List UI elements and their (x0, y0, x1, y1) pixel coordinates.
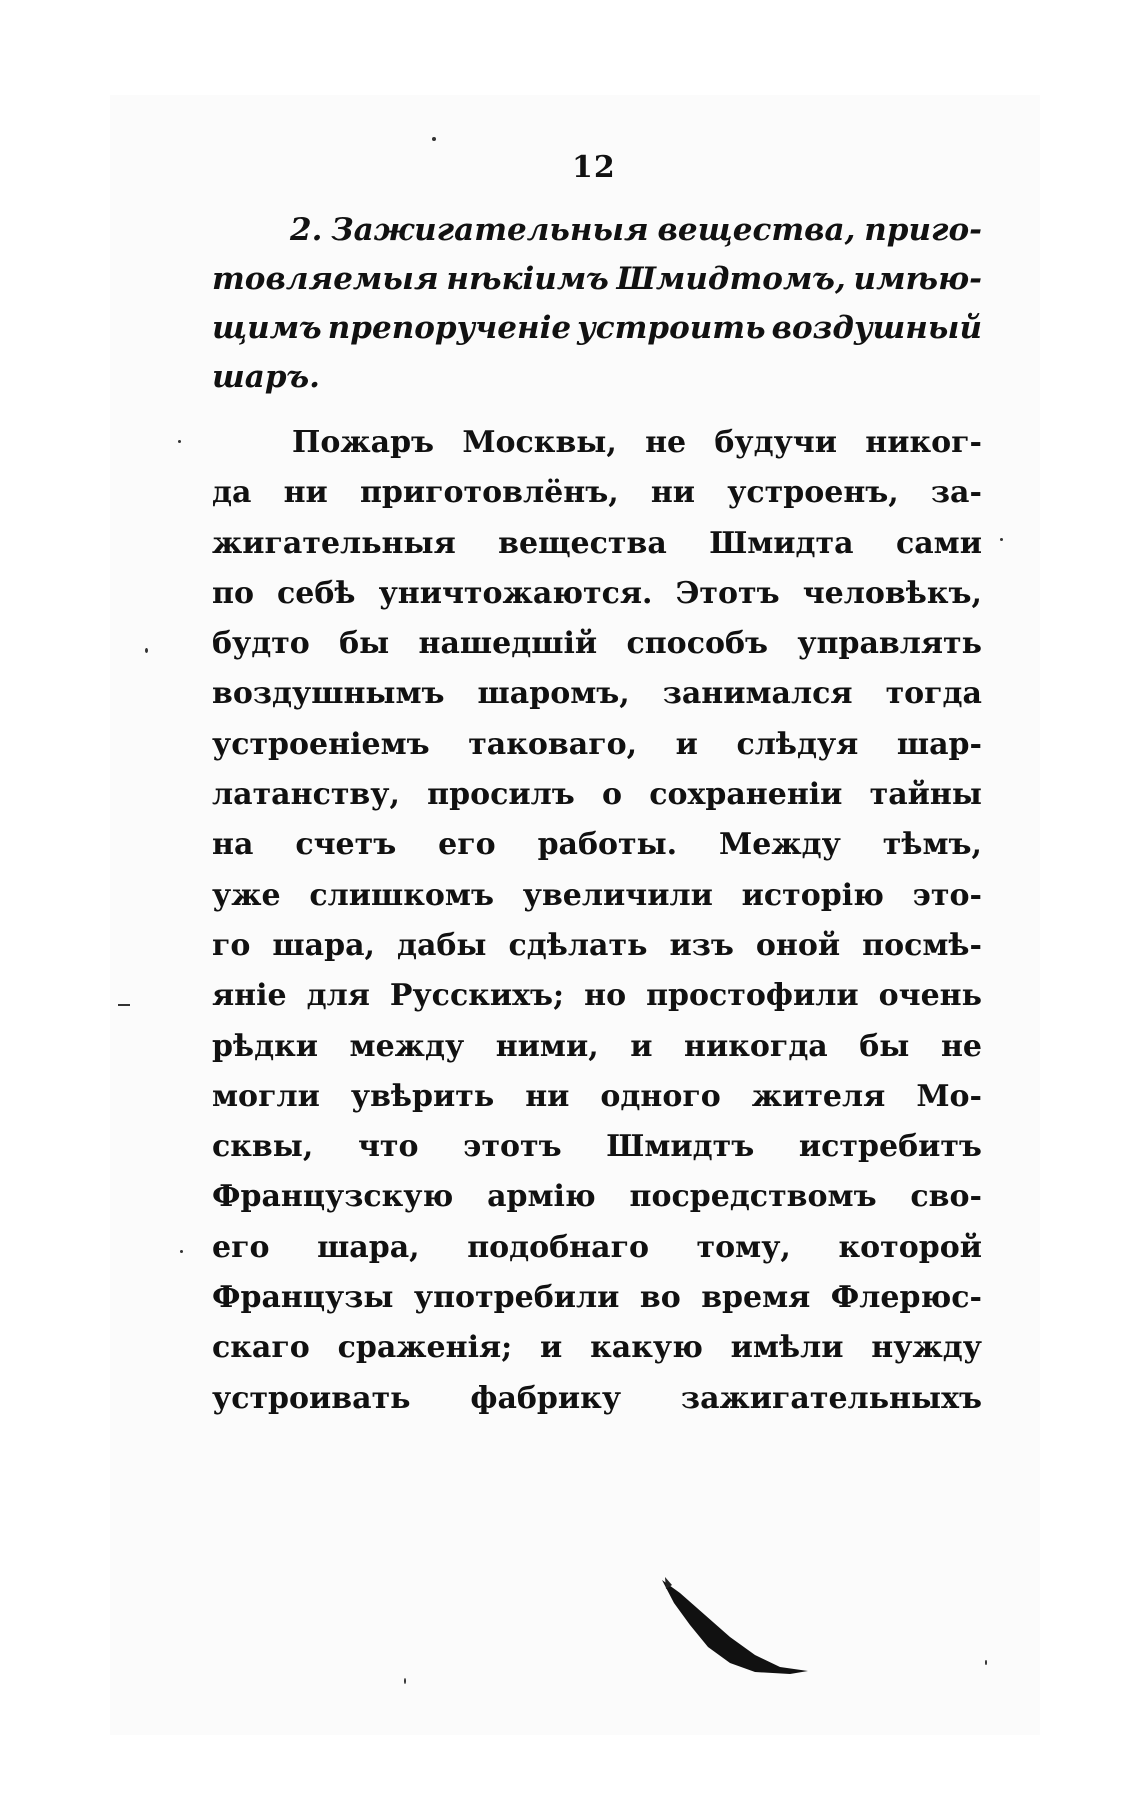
text-line (212, 619, 982, 669)
word: тому, (696, 1229, 791, 1265)
text-line (212, 261, 982, 310)
word: увѣрить (350, 1078, 495, 1114)
word: устроивать (212, 1380, 411, 1416)
word: яніе (212, 978, 287, 1014)
text-line (212, 1122, 982, 1172)
word: время (701, 1280, 811, 1316)
word: шара, (317, 1229, 420, 1265)
word: армію (487, 1179, 596, 1215)
word: увеличили (522, 877, 713, 913)
scan-speck (178, 440, 181, 443)
word: на (212, 827, 254, 863)
word: посмѣ- (862, 927, 982, 963)
word: и (675, 726, 698, 762)
word: Зажигательныя (331, 212, 649, 248)
word: тогда (885, 676, 982, 712)
word: но (584, 978, 627, 1014)
text-line (212, 310, 982, 359)
word: уничтожаются. (378, 575, 653, 611)
word: товляемыя (212, 261, 439, 297)
scan-speck (180, 1250, 183, 1253)
word: ни (283, 475, 328, 511)
word: никог- (865, 425, 982, 460)
word: слѣдуя (736, 726, 859, 762)
word: шаромъ, (477, 676, 630, 712)
word: какую (590, 1330, 703, 1366)
word: нѣкіимъ (446, 261, 609, 297)
word: счетъ (295, 827, 397, 863)
word: для (306, 978, 370, 1014)
word: посредствомъ (629, 1179, 877, 1215)
word: не (940, 1028, 982, 1064)
word: не (645, 425, 687, 460)
word: сраженія; (337, 1330, 513, 1366)
text-line (212, 519, 982, 569)
text-line (212, 1022, 982, 1072)
text-line (212, 1223, 982, 1273)
scan-speck (404, 1678, 406, 1684)
word: сохраненіи (649, 777, 843, 813)
body-text (212, 418, 982, 1424)
text-line (212, 468, 982, 518)
scan-speck (145, 648, 148, 653)
word: будто (212, 626, 310, 662)
word: имѣю- (853, 261, 982, 297)
word: его (212, 1229, 270, 1265)
word: приго- (864, 212, 982, 248)
word: уже (212, 877, 281, 913)
word: шара, (272, 927, 375, 963)
text-line (212, 569, 982, 619)
word: простофили (646, 978, 859, 1014)
word: Между (719, 827, 841, 863)
word: да (212, 475, 252, 511)
word: о (601, 777, 622, 813)
word: жителя (751, 1078, 886, 1114)
ink-blot-mark (660, 1575, 810, 1675)
word: которой (838, 1229, 982, 1265)
word: устроеніемъ (212, 726, 430, 762)
word: скаго (212, 1330, 310, 1366)
word: дабы (396, 927, 487, 963)
text-line (212, 921, 982, 971)
word: просилъ (427, 777, 575, 813)
word: никогда (684, 1028, 828, 1064)
word: приготовлёнъ, (359, 475, 619, 511)
word: воздушный (771, 310, 982, 346)
text-line (212, 770, 982, 820)
word: слишкомъ (309, 877, 494, 913)
word: употребили (413, 1280, 620, 1316)
text-line (212, 1374, 982, 1424)
word: очень (878, 978, 982, 1014)
scan-speck (432, 137, 436, 141)
text-line (212, 669, 982, 719)
word: одного (600, 1078, 721, 1114)
word: оной (755, 927, 841, 963)
word: го (212, 927, 251, 963)
text-line (212, 1273, 982, 1323)
word: занимался (662, 676, 853, 712)
word: устроенъ, (727, 475, 899, 511)
word: и (630, 1028, 653, 1064)
word: шаръ. (212, 359, 320, 395)
word: человѣкъ, (802, 575, 982, 611)
word: подобнаго (467, 1229, 649, 1265)
word: зажигательныхъ (680, 1380, 982, 1416)
word: воздушнымъ (212, 676, 445, 712)
word: изъ (669, 927, 734, 963)
word: это- (912, 877, 982, 913)
word: фабрику (470, 1380, 622, 1416)
word: жигательныя (212, 525, 456, 561)
word: имѣли (730, 1330, 844, 1366)
word: сдѣлать (508, 927, 648, 963)
word: Шмидтъ (606, 1129, 755, 1165)
text-line (212, 212, 982, 261)
word: шар- (896, 726, 982, 762)
word: 2. (290, 212, 323, 248)
text-line (212, 1323, 982, 1373)
text-line (212, 359, 982, 408)
word: истребитъ (798, 1129, 982, 1165)
word: устроить (577, 310, 766, 346)
word: ни (650, 475, 696, 511)
text-line (212, 1172, 982, 1222)
text-line (212, 820, 982, 870)
word: себѣ (277, 575, 356, 611)
text-line (212, 418, 982, 468)
text-line (212, 720, 982, 770)
word: тѣмъ, (882, 827, 982, 863)
word: во (639, 1280, 681, 1316)
text-line (212, 971, 982, 1021)
word: Французы (212, 1280, 394, 1316)
scan-speck (118, 1004, 130, 1006)
word: работы. (537, 827, 678, 863)
word: способъ (626, 626, 768, 662)
word: нашедшій (418, 626, 598, 662)
word: управлять (797, 626, 982, 662)
word: за- (930, 475, 982, 511)
word: сквы, (212, 1129, 314, 1165)
page-number: 12 (572, 150, 616, 185)
word: Французскую (212, 1179, 454, 1215)
word: сами (895, 525, 982, 561)
word: Шмидтомъ, (616, 261, 846, 297)
word: бы (859, 1028, 910, 1064)
word: Мо- (916, 1078, 982, 1114)
word: между (349, 1028, 465, 1064)
word: ни (525, 1078, 570, 1114)
text-line (212, 871, 982, 921)
word: что (357, 1129, 419, 1165)
word: исторію (741, 877, 884, 913)
word: латанству, (212, 777, 400, 813)
word: Флерюс- (830, 1280, 982, 1316)
word: нужду (871, 1330, 982, 1366)
word: Москвы, (462, 425, 617, 460)
word: рѣдки (212, 1028, 318, 1064)
word: его (438, 827, 496, 863)
word: щимъ (212, 310, 322, 346)
word: могли (212, 1078, 320, 1114)
text-line (212, 1072, 982, 1122)
word: Русскихъ; (389, 978, 565, 1014)
word: сво- (910, 1179, 982, 1215)
word: вещества (498, 525, 667, 561)
word: Пожаръ (292, 425, 435, 460)
word: по (212, 575, 254, 611)
word: вещества, (657, 212, 856, 248)
section-heading (212, 212, 982, 408)
scan-speck (985, 1660, 987, 1665)
word: Шмидта (709, 525, 854, 561)
word: таковаго, (468, 726, 638, 762)
scan-speck (1000, 538, 1003, 541)
word: препорученіе (327, 310, 572, 346)
word: этотъ (463, 1129, 562, 1165)
word: тайны (869, 777, 982, 813)
word: ними, (495, 1028, 599, 1064)
word: Этотъ (675, 575, 780, 611)
word: и (540, 1330, 563, 1366)
word: бы (339, 626, 390, 662)
word: будучи (714, 425, 837, 460)
